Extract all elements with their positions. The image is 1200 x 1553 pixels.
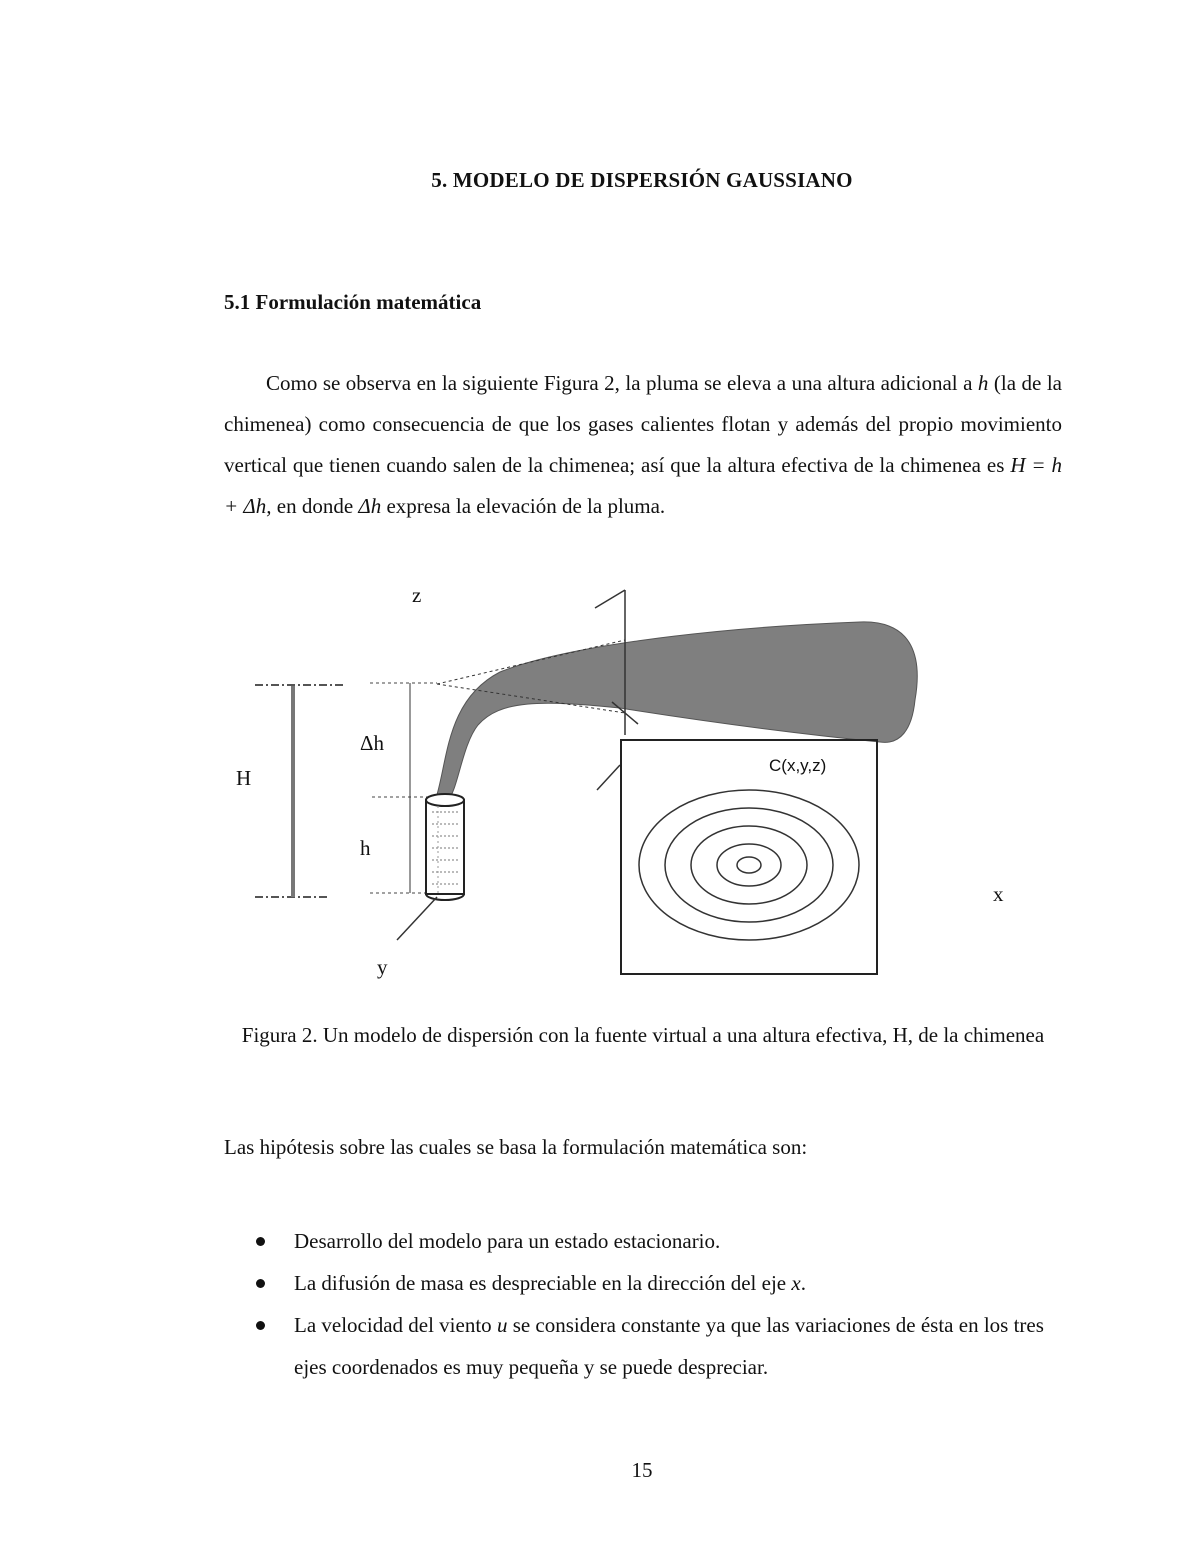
y-axis-line [397, 897, 437, 940]
list-item [254, 1262, 1069, 1304]
dispersion-figure [0, 575, 1200, 995]
label-delta-h: Δh [360, 731, 385, 755]
hypotheses-intro: Las hipótesis sobre las cuales se basa la formulación matemática son: [224, 1135, 808, 1159]
hypotheses-list [254, 1220, 1069, 1388]
label-concentration: C(x,y,z) [769, 756, 827, 775]
chapter-title: 5. MODELO DE DISPERSIÓN GAUSSIANO [431, 168, 853, 192]
intro-paragraph [224, 363, 1062, 527]
bullet-text: La velocidad del viento [294, 1313, 497, 1337]
plane-lower-tick [597, 765, 620, 790]
paragraph-equation: H = h + Δh, [224, 453, 1062, 518]
label-H: H [236, 766, 252, 790]
paragraph-text-3: en donde [271, 494, 359, 518]
list-item [254, 1304, 1069, 1388]
axis-label-y: y [377, 955, 388, 979]
axis-label-z: z [412, 583, 422, 607]
paragraph-var-h: h [977, 371, 989, 395]
axis-label-x: x [993, 882, 1004, 906]
label-h: h [360, 836, 371, 860]
chimney [426, 794, 464, 900]
page-number: 15 [631, 1458, 653, 1482]
paragraph-text-4: expresa la elevación de la pluma. [381, 494, 666, 518]
figure-caption: Figura 2. Un modelo de dispersión con la fuente virtual a una altura efectiva, H, de la chimenea [241, 1023, 1045, 1047]
bullet-text: La difusión de masa es despreciable en la dirección del eje [294, 1271, 792, 1295]
paragraph-var-dh: Δh [358, 494, 382, 518]
bullet-end: . [800, 1271, 806, 1295]
concentration-contours [639, 790, 859, 940]
bullet-end: se considera constante ya que las variaciones de ésta en los tres ejes coordenados es muy pequeña y se puede despreciar. [294, 1313, 1044, 1379]
paragraph-text-1: Como se observa en la siguiente Figura 2, la pluma se eleva a una altura adicional a [266, 371, 978, 395]
section-title: 5.1 Formulación matemática [224, 290, 482, 314]
plume-shape [436, 622, 917, 800]
list-item [254, 1220, 1069, 1262]
bullet-icon [256, 1279, 265, 1288]
bullet-icon [256, 1237, 265, 1246]
bullet-icon [256, 1321, 265, 1330]
paragraph-text-2: (la de la chimenea) como consecuencia de que los gases calientes flotan y además del propio movimiento vertical que tienen cuando salen de la chimenea; así que la altura efectiva de la chimenea es [224, 371, 1062, 477]
plane-top-tick [595, 590, 625, 608]
bullet-var-u: u [496, 1313, 508, 1337]
bullet-var-x: x [791, 1271, 801, 1295]
bullet-text: Desarrollo del modelo para un estado estacionario. [294, 1229, 721, 1253]
